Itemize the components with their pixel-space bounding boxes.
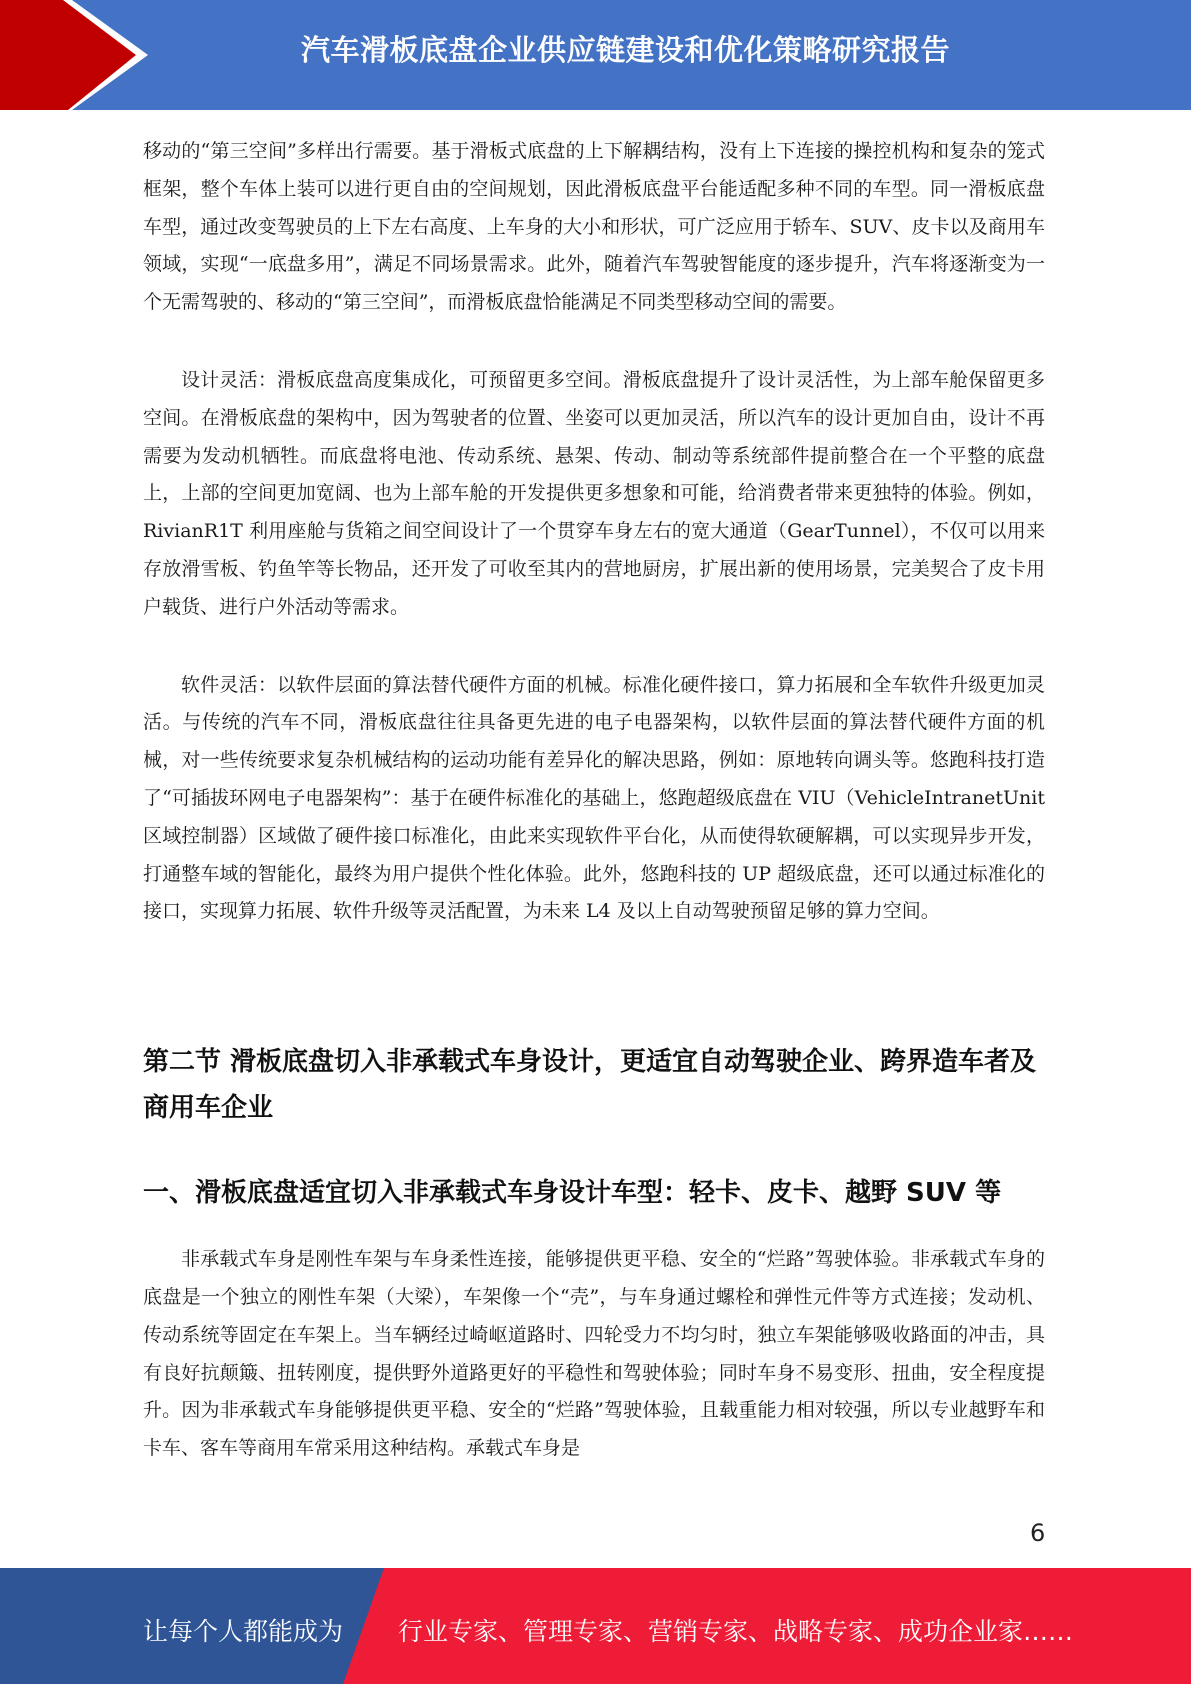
page-header	[0, 0, 1191, 110]
footer-slogan-right: 行业专家、管理专家、营销专家、战略专家、成功企业家……	[398, 1617, 1074, 1646]
page-footer	[0, 1568, 1191, 1684]
paragraph-continuation: 移动的“第三空间”多样出行需要。基于滑板式底盘的上下解耦结构，没有上下连接的操控机构和复杂的笼式框架，整个车体上装可以进行更自由的空间规划，因此滑板底盘平台能适配多种不同的车型。同一滑板底盘车型，通过改变驾驶员的上下左右高度、上车身的大小和形状，可广泛应用于轿车、SUV、皮卡以及商用车领域，实现“一底盘多用”，满足不同场景需求。此外，随着汽车驾驶智能度的逐步提升，汽车将逐渐变为一个无需驾驶的、移动的“第三空间”，而滑板底盘恰能满足不同类型移动空间的需要。	[143, 140, 1045, 314]
paragraph-software-flexibility: 软件灵活：以软件层面的算法替代硬件方面的机械。标准化硬件接口，算力拓展和全车软件升级更加灵活。与传统的汽车不同，滑板底盘往往具备更先进的电子电器架构，以软件层面的算法替代硬件方面的机械，对一些传统要求复杂机械结构的运动功能有差异化的解决思路，例如：原地转向调头等。悠跑科技打造了“可插拔环网电子电器架构”：基于在硬件标准化的基础上，悠跑超级底盘在 VIU（VehicleIntranetUnit 区域控制器）区域做了硬件接口标准化，由此来实现软件平台化，从而使得软硬解耦，可以实现异步开发，打通整车域的智能化，最终为用户提供个性化体验。此外，悠跑科技的 UP 超级底盘，还可以通过标准化的接口，实现算力拓展、软件升级等灵活配置，为未来 L4 及以上自动驾驶预留足够的算力空间。	[143, 673, 1045, 923]
footer-slogan-left: 让每个人都能成为	[143, 1617, 344, 1646]
document-body	[143, 133, 1045, 1468]
subsection-heading: 一、滑板底盘适宜切入非承载式车身设计车型：轻卡、皮卡、越野 SUV 等	[143, 1178, 1002, 1209]
paragraph-design-flexibility: 设计灵活：滑板底盘高度集成化，可预留更多空间。滑板底盘提升了设计灵活性，为上部车舱保留更多空间。在滑板底盘的架构中，因为驾驶者的位置、坐姿可以更加灵活，所以汽车的设计更加自由，设计不再需要为发动机牺牲。而底盘将电池、传动系统、悬架、传动、制动等系统部件提前整合在一个平整的底盘上，上部的空间更加宽阔、也为上部车舱的开发提供更多想象和可能，给消费者带来更独特的体验。例如，RivianR1T 利用座舱与货箱之间空间设计了一个贯穿车身左右的宽大通道（GearTunnel），不仅可以用来存放滑雪板、钓鱼竿等长物品，还开发了可收至其内的营地厨房，扩展出新的使用场景，完美契合了皮卡用户载货、进行户外活动等需求。	[143, 368, 1045, 618]
paragraph-body-on-frame: 非承载式车身是刚性车架与车身柔性连接，能够提供更平稳、安全的“烂路”驾驶体验。非承载式车身的底盘是一个独立的刚性车架（大梁），车架像一个“壳”，与车身通过螺栓和弹性元件等方式连接；发动机、传动系统等固定在车架上。当车辆经过崎岖道路时、四轮受力不均匀时，独立车架能够吸收路面的冲击，具有良好抗颠簸、扭转刚度，提供野外道路更好的平稳性和驾驶体验；同时车身不易变形、扭曲，安全程度提升。因为非承载式车身能够提供更平稳、安全的“烂路”驾驶体验，且载重能力相对较强，所以专业越野车和卡车、客车等商用车常采用这种结构。承载式车身是	[143, 1248, 1045, 1460]
report-title: 汽车滑板底盘企业供应链建设和优化策略研究报告	[300, 33, 950, 67]
section-heading: 第二节 滑板底盘切入非承载式车身设计，更适宜自动驾驶企业、跨界造车者及商用车企业	[143, 1047, 1037, 1124]
page-number: 6	[1030, 1519, 1046, 1547]
